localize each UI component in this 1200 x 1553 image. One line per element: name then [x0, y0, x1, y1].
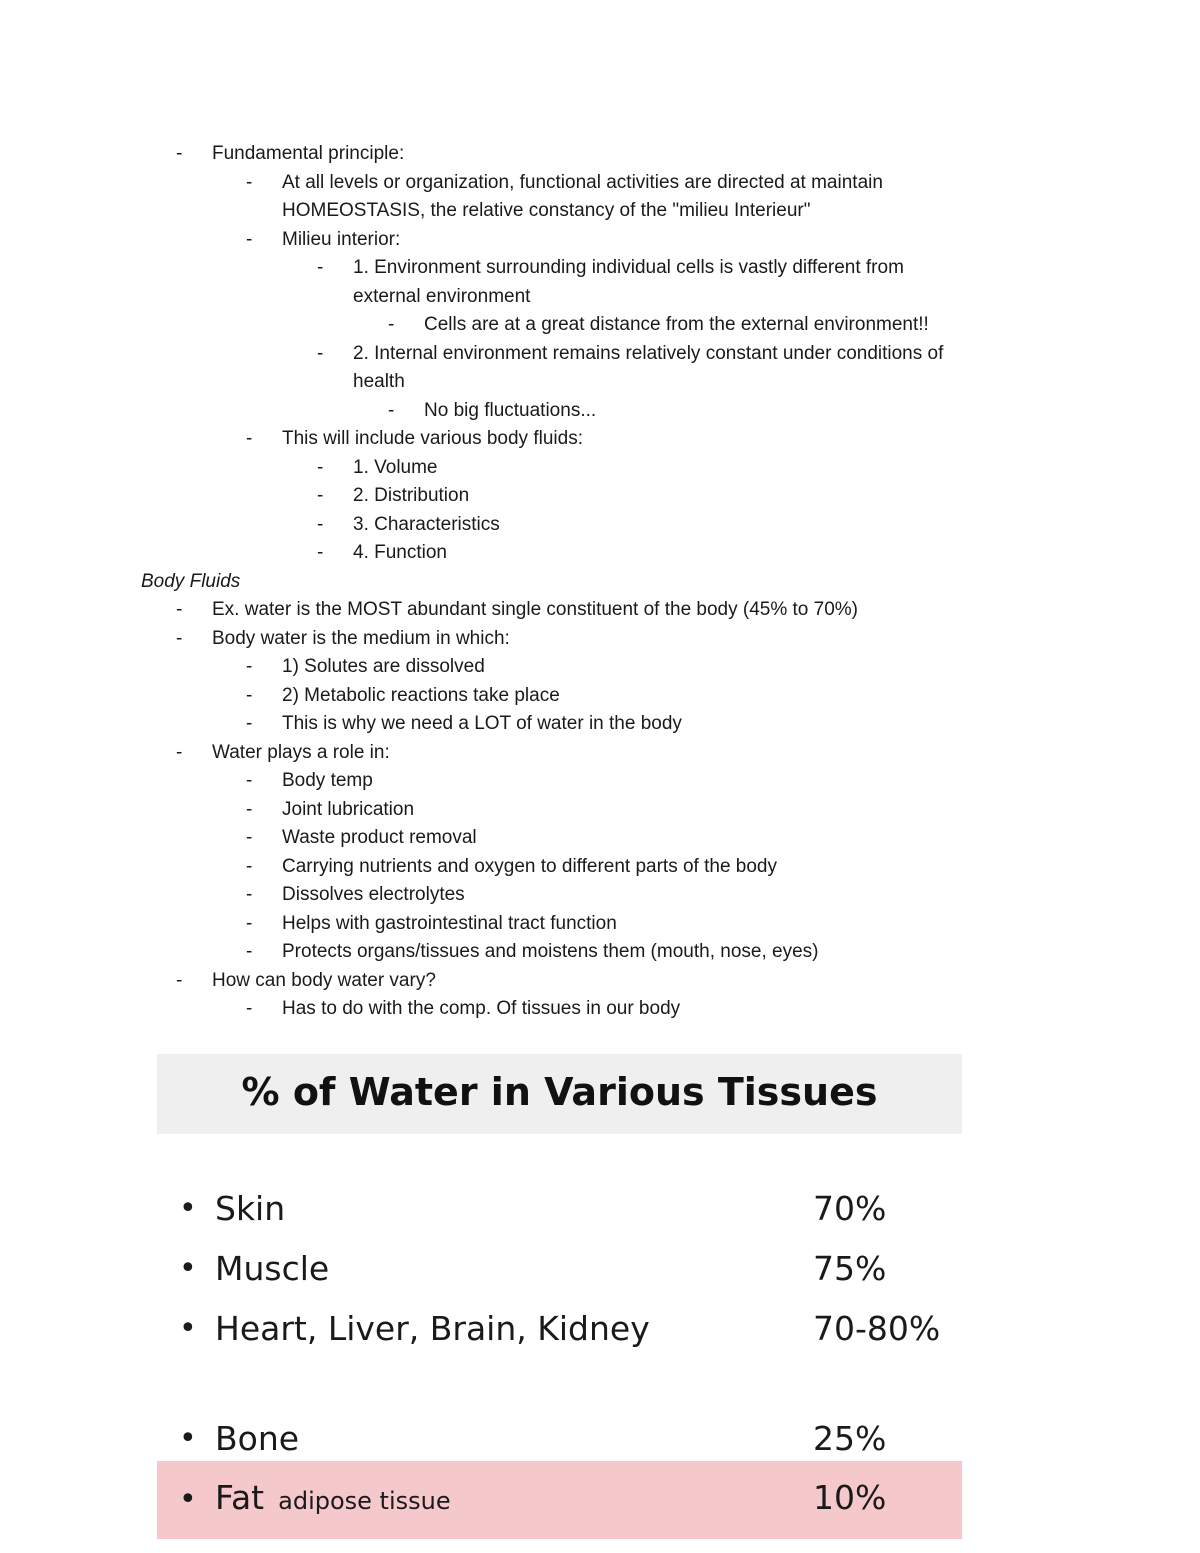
- list-dash: -: [246, 855, 253, 877]
- list-dash: -: [388, 399, 395, 421]
- list-dash: -: [246, 770, 253, 791]
- list-item: Waste product removal: [282, 827, 477, 848]
- list-dash: -: [246, 713, 253, 734]
- bullet-icon: •: [179, 1482, 197, 1517]
- list-dash: -: [317, 342, 324, 364]
- list-item: This is why we need a LOT of water in the body: [282, 713, 682, 734]
- list-dash: -: [246, 998, 253, 1019]
- tissue-row-fat: [157, 1461, 962, 1539]
- tissue-row-bone: [157, 1410, 962, 1468]
- list-item: How can body water vary?: [212, 969, 436, 991]
- tissue-percent: 70-80%: [813, 1309, 941, 1348]
- tissue-name: [215, 1469, 451, 1530]
- list-item: At all levels or organization, functional activities are directed at maintain: [282, 171, 883, 193]
- tissue-percent: 10%: [813, 1478, 887, 1517]
- list-dash: -: [246, 912, 253, 934]
- tissue-name: Skin: [215, 1189, 286, 1228]
- list-item: Has to do with the comp. Of tissues in our body: [282, 998, 681, 1019]
- list-item: HOMEOSTASIS, the relative constancy of the "milieu Interieur": [282, 200, 811, 221]
- list-item: 1. Volume: [353, 456, 438, 478]
- list-item: 2. Distribution: [353, 485, 470, 506]
- slide-title: % of Water in Various Tissues: [241, 1070, 878, 1114]
- tissue-row-skin: [157, 1180, 962, 1238]
- list-dash: -: [246, 884, 253, 905]
- list-dash: -: [317, 257, 324, 278]
- list-dash: -: [317, 485, 324, 506]
- list-item: 1) Solutes are dissolved: [282, 656, 485, 677]
- list-item: 3. Characteristics: [353, 513, 500, 535]
- list-item: 2) Metabolic reactions take place: [282, 684, 560, 706]
- list-item: 4. Function: [353, 542, 447, 563]
- water-tissue-slide: [157, 1054, 962, 1544]
- list-dash: -: [317, 513, 324, 535]
- list-item: Dissolves electrolytes: [282, 884, 465, 905]
- list-item: 2. Internal environment remains relatively constant under conditions of: [353, 342, 944, 364]
- tissue-name-text: Fat: [215, 1478, 265, 1517]
- tissue-row-muscle: [157, 1240, 962, 1298]
- list-item: Carrying nutrients and oxygen to different parts of the body: [282, 855, 778, 877]
- list-item: Body water is the medium in which:: [212, 627, 510, 649]
- list-dash: -: [246, 798, 253, 820]
- list-dash: -: [176, 969, 183, 991]
- list-item: 1. Environment surrounding individual cells is vastly different from: [353, 257, 904, 278]
- list-item: external environment: [353, 285, 531, 307]
- bullet-icon: •: [179, 1191, 197, 1226]
- list-item: Milieu interior:: [282, 228, 401, 250]
- bullet-icon: •: [179, 1251, 197, 1286]
- bullet-icon: •: [179, 1311, 197, 1346]
- list-item: No big fluctuations...: [424, 399, 597, 421]
- tissue-name: Muscle: [215, 1249, 330, 1288]
- list-dash: -: [176, 143, 183, 164]
- list-item: Cells are at a great distance from the external environment!!: [424, 314, 929, 335]
- list-dash: -: [246, 171, 253, 193]
- list-item: Fundamental principle:: [212, 143, 405, 164]
- list-dash: -: [317, 542, 324, 563]
- list-dash: -: [246, 827, 253, 848]
- list-dash: -: [246, 684, 253, 706]
- list-item: Ex. water is the MOST abundant single constituent of the body (45% to 70%): [212, 599, 859, 620]
- list-dash: -: [317, 456, 324, 478]
- tissue-percent: 75%: [813, 1249, 887, 1288]
- list-item: Joint lubrication: [282, 798, 415, 820]
- tissue-name: Bone: [215, 1419, 300, 1458]
- list-dash: -: [176, 741, 183, 763]
- list-dash: -: [246, 941, 253, 962]
- list-dash: -: [246, 428, 253, 449]
- list-item: Body temp: [282, 770, 373, 791]
- list-dash: -: [176, 627, 183, 649]
- list-dash: -: [176, 599, 183, 620]
- list-item: This will include various body fluids:: [282, 428, 583, 449]
- list-item: Water plays a role in:: [212, 741, 390, 763]
- tissue-percent: 70%: [813, 1189, 887, 1228]
- tissue-percent: 25%: [813, 1419, 887, 1458]
- list-item: Helps with gastrointestinal tract function: [282, 912, 617, 934]
- section-heading: Body Fluids: [141, 570, 241, 592]
- list-item: health: [353, 371, 405, 392]
- list-item: Protects organs/tissues and moistens them (mouth, nose, eyes): [282, 941, 819, 962]
- tissue-row-organs: [157, 1300, 962, 1358]
- list-dash: -: [246, 656, 253, 677]
- tissue-name: Heart, Liver, Brain, Kidney: [215, 1309, 650, 1348]
- tissue-note: adipose tissue: [278, 1487, 451, 1515]
- list-dash: -: [246, 228, 253, 250]
- bullet-icon: •: [179, 1421, 197, 1456]
- list-dash: -: [388, 314, 395, 335]
